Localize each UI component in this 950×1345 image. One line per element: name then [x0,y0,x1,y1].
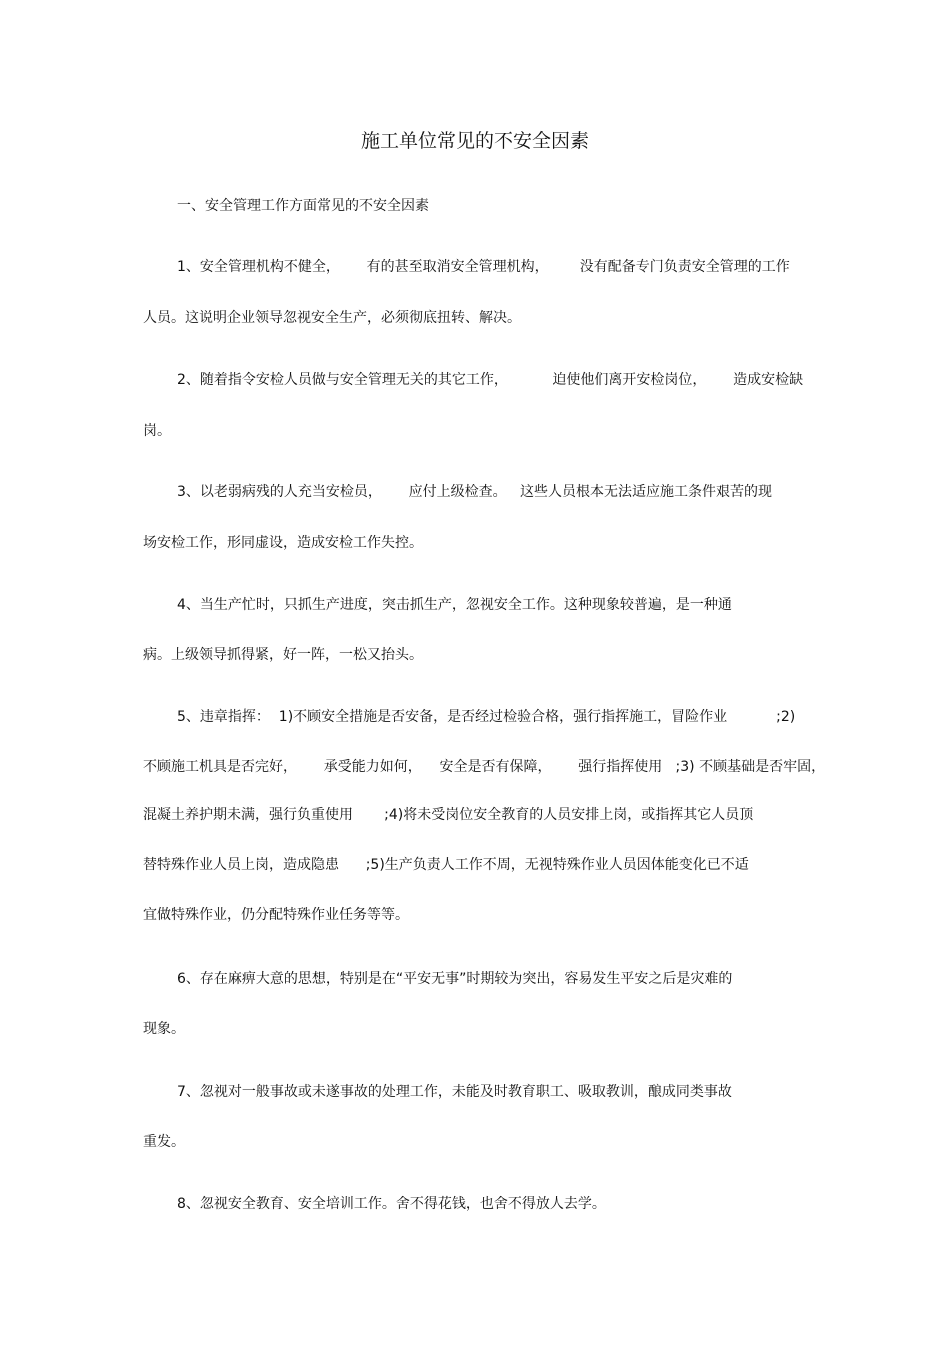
item-7-line-2: 重发。 [143,1134,185,1150]
item-1-line-1: 1、安全管理机构不健全， 有的甚至取消安全管理机构， 没有配备专门负责安全管理的工作 [177,259,790,275]
item-6-line-1: 6、存在麻痹大意的思想，特别是在“平安无事”时期较为突出，容易发生平安之后是灾难的 [177,971,733,987]
document-title: 施工单位常见的不安全因素 [360,130,589,152]
item-2-line-2: 岗。 [143,423,171,439]
item-3-line-1: 3、以老弱病残的人充当安检员， 应付上级检查。 这些人员根本无法适应施工条件艰苦的现 [177,484,772,500]
item-2-line-1: 2、随着指令安检人员做与安全管理无关的其它工作， 迫使他们离开安检岗位， 造成安检缺 [177,372,804,388]
item-7-line-1: 7、忽视对一般事故或未遂事故的处理工作，未能及时教育职工、吸取教训，酿成同类事故 [177,1084,732,1100]
section-heading: 一、安全管理工作方面常见的不安全因素 [177,198,429,214]
item-4-line-2: 病。上级领导抓得紧，好一阵，一松又抬头。 [143,647,423,663]
item-4-line-1: 4、当生产忙时，只抓生产进度，突击抓生产，忽视安全工作。这种现象较普遍，是一种通 [177,597,732,613]
item-3-line-2: 场安检工作，形同虚设，造成安检工作失控。 [143,535,423,551]
item-5-line-3: 混凝土养护期未满，强行负重使用 ;4)将未受岗位安全教育的人员安排上岗，或指挥其它人员顶 [143,807,754,823]
item-5-line-5: 宜做特殊作业，仍分配特殊作业任务等等。 [143,907,409,923]
item-5-line-4: 替特殊作业人员上岗，造成隐患 ;5)生产负责人工作不周，无视特殊作业人员因体能变化已不适 [143,857,749,873]
item-1-line-2: 人员。这说明企业领导忽视安全生产，必须彻底扭转、解决。 [143,310,521,326]
item-8-line-1: 8、忽视安全教育、安全培训工作。舍不得花钱，也舍不得放人去学。 [177,1196,606,1212]
item-6-line-2: 现象。 [143,1021,185,1037]
item-5-line-1: 5、违章指挥： 1)不顾安全措施是否安备，是否经过检验合格，强行指挥施工，冒险作业 ;2) [177,709,796,725]
item-5-line-2: 不顾施工机具是否完好， 承受能力如何， 安全是否有保障， 强行指挥使用 ;3) 不顾基础是否牢固， [143,759,826,775]
